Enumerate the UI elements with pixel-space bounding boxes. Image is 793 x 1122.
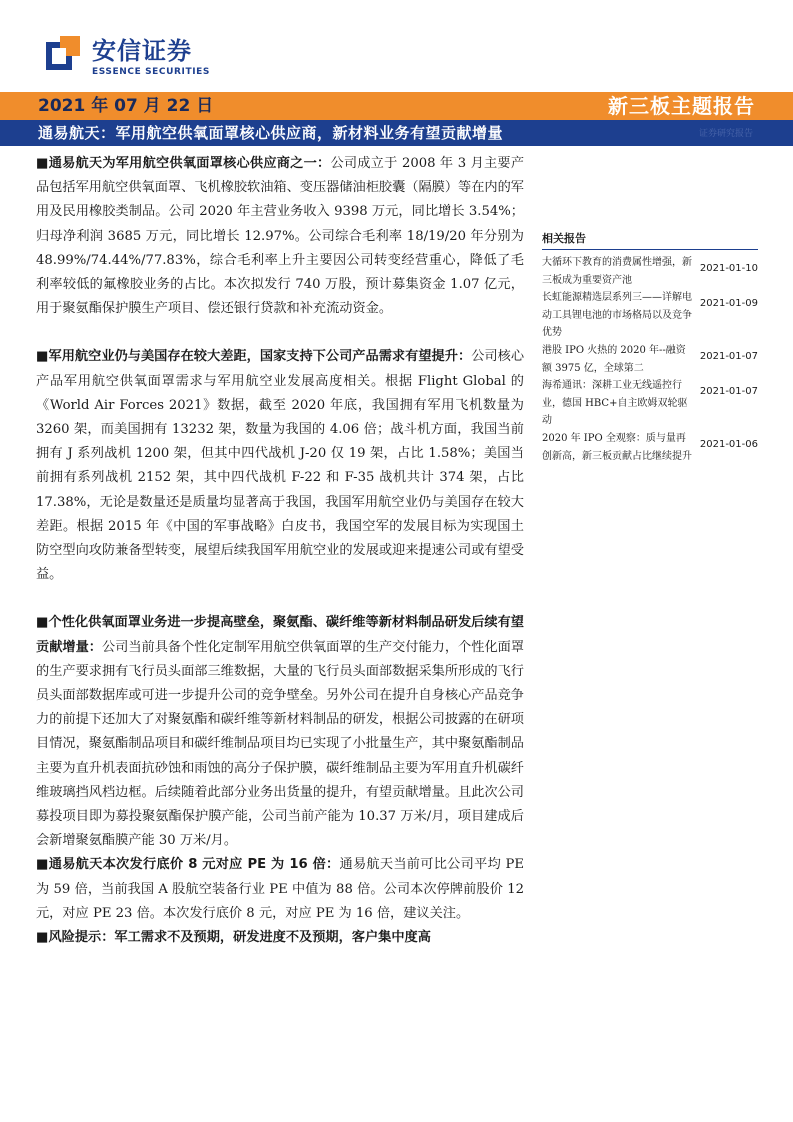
main-content (36, 152, 524, 950)
headline-band (0, 120, 793, 146)
paragraph-body: 公司成立于 2008 年 3 月主要产品包括军用航空供氧面罩、飞机橡胶软油箱、变压器储油柜胶囊（隔膜）等在内的军用及民用橡胶类制品。公司 2020 年主营业务收入 9398 万元，同比增长 3.54%；归母净利润 3685 万元，同比增长 12.97%。公司综合毛利率 18/19/20 年分别为 48.99%/74.44%/77.83%，综合毛利率上升主要因公司转变经营重心，降低了毛利率较低的氟橡胶业务的占比。本次拟发行 740 万股，预计募集资金 1.07 亿元，用于聚氨酯保护膜生产项目、偿还银行贷款和补充流动资金。 (36, 156, 525, 317)
related-report-item[interactable] (542, 254, 758, 289)
logo-english-name: ESSENCE SECURITIES (92, 67, 211, 77)
paragraph-lead: ■通易航天为军用航空供氧面罩核心供应商之一： (36, 156, 331, 171)
company-logo (46, 36, 216, 80)
related-report-title: 2020 年 IPO 全观察：质与量再创新高，新三板贡献占比继续提升 (542, 432, 692, 462)
logo-mark-icon (46, 36, 80, 70)
paragraph-valuation (36, 853, 524, 926)
paragraph-body: 公司当前具备个性化定制军用航空供氧面罩的生产交付能力，个性化面罩的生产要求拥有飞行员头面部三维数据，大量的飞行员头面部数据采集所形成的飞行员头面部数据库或可进一步提升公司的竞争壁垒。另外公司在提升自身核心产品竞争力的前提下还加大了对聚氨酯和碳纤维等新材料制品的研发，根据公司披露的在研项目情况，聚氨酯制品项目和碳纤维制品项目均已实现了小批量生产，其中聚氨酯制品主要为直升机表面抗砂蚀和雨蚀的高分子保护膜，碳纤维制品主要为军用直升机碳纤维玻璃挡风档边框。后续随着此部分业务出货量的提升，有望贡献增量。且此次公司募投项目即为募投聚氨酯保护膜产能，公司当前产能为 10.37 万米/月，项目建成后会新增聚氨酯膜产能 30 万米/月。 (36, 639, 525, 849)
paragraph-company-overview (36, 152, 524, 321)
related-report-item[interactable] (542, 342, 758, 377)
related-report-item[interactable] (542, 430, 758, 465)
paragraph-new-materials (36, 611, 524, 853)
related-report-title: 海希通讯：深耕工业无线遥控行业，德国 HBC+自主欧姆双轮驱动 (542, 380, 688, 427)
paragraph-body: 公司核心产品军用航空供氧面罩需求与军用航空业发展高度相关。根据 Flight Global 的《World Air Forces 2021》数据，截至 2020 年底，我国拥有军用飞机数量为 3260 架，而美国拥有 13232 架，数量为我国的 4.06 倍；战斗机方面，我国当前拥有 J 系列战机 1200 架，但其中四代战机 J-20 仅 19 架，占比 1.58%；美国当前拥有系列战机 2152 架，其中四代战机 F-22 和 F-35 战机共计 374 架，占比 17.38%，无论是数量还是质量均显著高于我国，我国军用航空业仍与美国存在较大差距。根据 2015 年《中国的军事战略》白皮书，我国空军的发展目标为实现国土防空型向攻防兼备型转变，展望后续我国军用航空业的发展或迎来提速公司或有望受益。 (36, 349, 525, 583)
report-date: 2021 年 07 月 22 日 (38, 96, 214, 116)
related-report-date: 2021-01-10 (699, 263, 758, 274)
related-report-title: 港股 IPO 火热的 2020 年--融资额 3975 亿，全球第二 (542, 344, 686, 374)
related-reports-title: 相关报告 (542, 230, 758, 250)
page-title: 通易航天：军用航空供氧面罩核心供应商，新材料业务有望贡献增量 (38, 124, 504, 142)
related-report-date: 2021-01-09 (699, 298, 758, 310)
related-report-date: 2021-01-07 (699, 350, 758, 362)
related-report-item[interactable] (542, 377, 758, 430)
related-report-date: 2021-01-06 (699, 438, 758, 450)
logo-chinese-name: 安信证券 (92, 37, 192, 65)
paragraph-lead: ■军用航空业仍与美国存在较大差距，国家支持下公司产品需求有望提升： (36, 349, 472, 365)
related-report-title: 长虹能源精选层系列三——详解电动工具锂电池的市场格局以及竞争优势 (542, 292, 692, 339)
paragraph-lead: ■个性化供氧面罩业务进一步提高壁垒，聚氨酯、碳纤维等新材料制品研发后续有望贡献增量： (36, 615, 524, 655)
risk-warning: ■风险提示：军工需求不及预期，研发进度不及预期，客户集中度高 (36, 930, 431, 946)
paragraph-lead: ■通易航天本次发行底价 8 元对应 PE 为 16 倍： (36, 857, 340, 873)
research-report-label: 证券研究报告 (698, 129, 753, 139)
related-report-item[interactable] (542, 289, 758, 342)
report-type: 新三板主题报告 (608, 94, 755, 118)
date-band (0, 92, 793, 120)
related-report-date: 2021-01-07 (699, 386, 758, 398)
paragraph-body: 通易航天当前可比公司平均 PE 为 59 倍，当前我国 A 股航空装备行业 PE 中值为 88 倍。公司本次停牌前股价 12 元，对应 PE 23 倍。本次发行底价 8 元，对应 PE 为 16 倍，建议关注。 (36, 857, 524, 921)
paragraph-risk (36, 926, 524, 950)
related-report-title: 大循环下教育的消费属性增强，新三板成为重要资产池 (542, 257, 692, 286)
paragraph-military-aviation (36, 345, 524, 587)
related-reports (542, 230, 758, 465)
